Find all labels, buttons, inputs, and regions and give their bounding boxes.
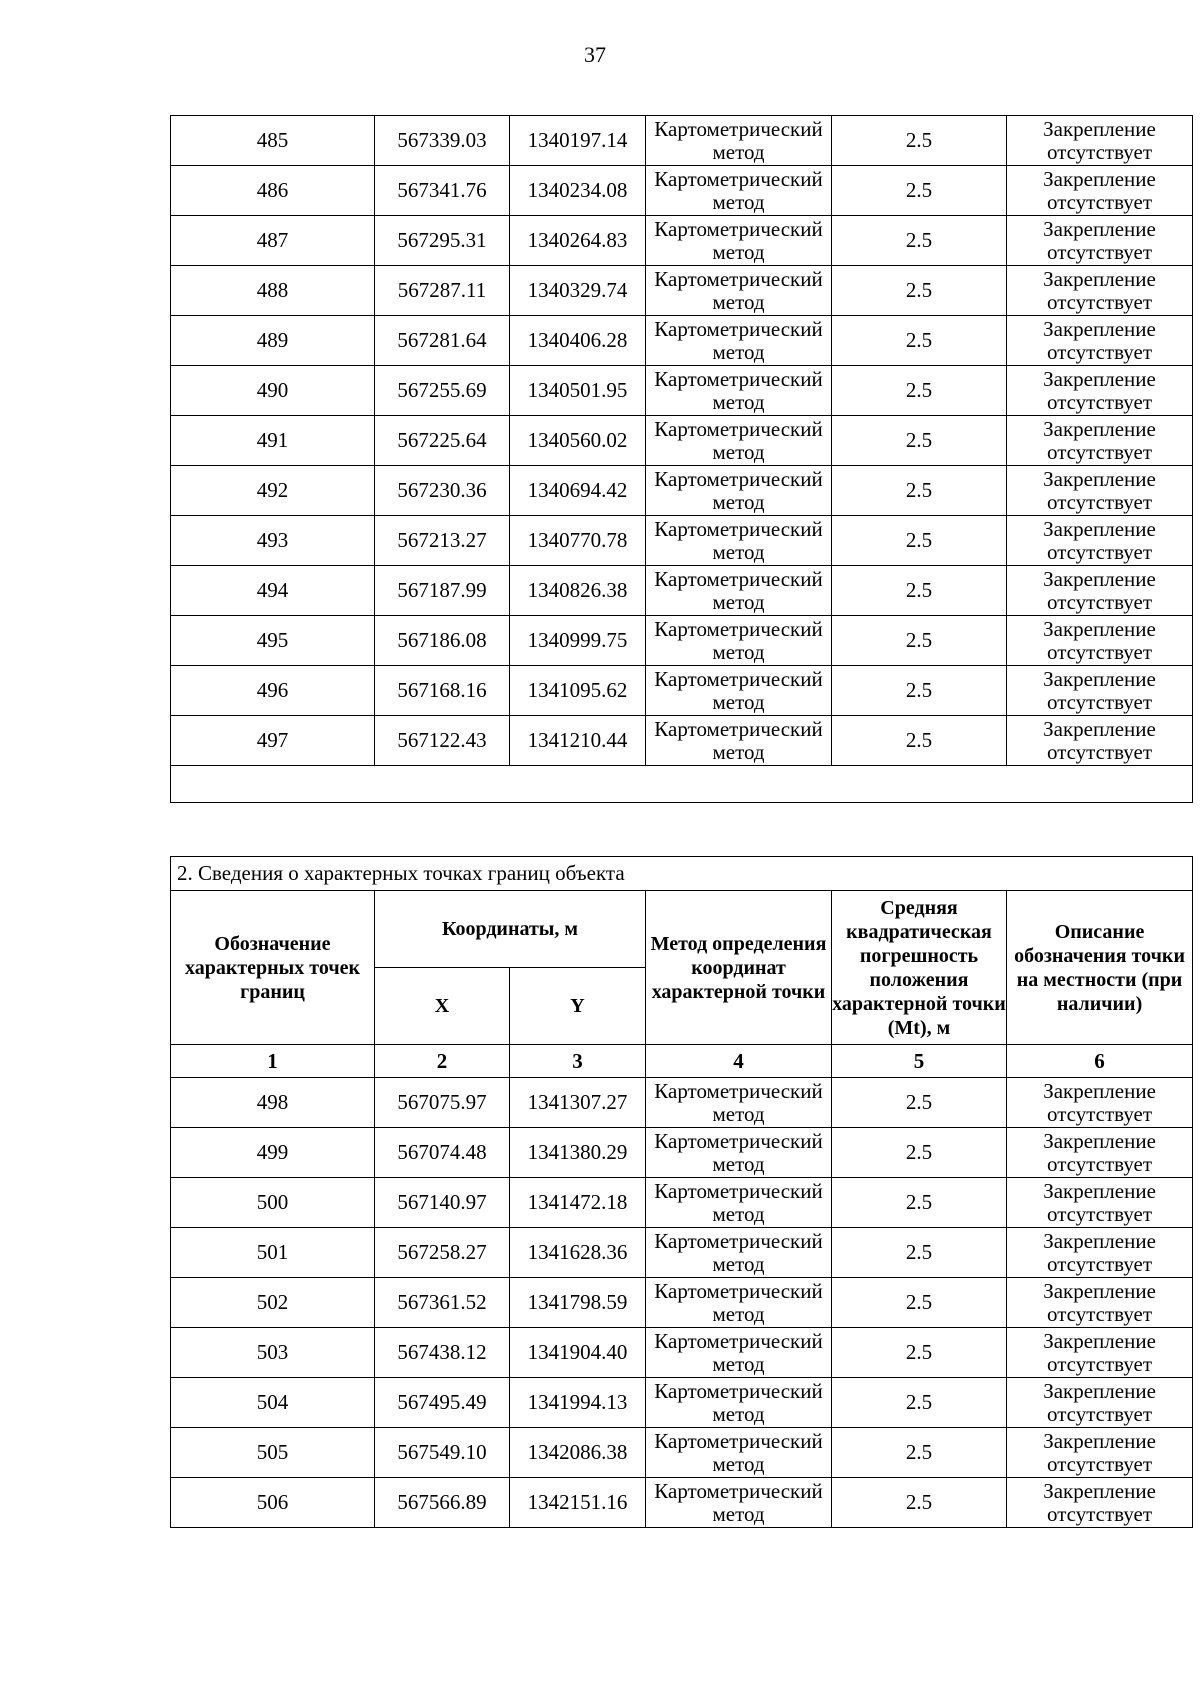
- x-cell: 567549.10: [375, 1428, 510, 1478]
- y-cell: 1341210.44: [510, 716, 646, 766]
- error-cell: 2.5: [832, 1478, 1007, 1528]
- y-cell: 1340197.14: [510, 116, 646, 166]
- method-cell: Картометрический метод: [646, 1328, 832, 1378]
- column-number: 4: [646, 1045, 832, 1078]
- point-cell: 489: [171, 316, 375, 366]
- description-cell: Закрепление отсутствует: [1007, 116, 1193, 166]
- y-cell: 1340234.08: [510, 166, 646, 216]
- table-row: [171, 116, 1193, 166]
- method-cell: Картометрический метод: [646, 1128, 832, 1178]
- method-cell: Картометрический метод: [646, 566, 832, 616]
- y-cell: 1341798.59: [510, 1278, 646, 1328]
- header-error: Средняя квадратическая погрешность положения характерной точки (Mt), м: [832, 891, 1007, 1045]
- description-cell: Закрепление отсутствует: [1007, 1078, 1193, 1128]
- point-cell: 493: [171, 516, 375, 566]
- page-number: 37: [584, 42, 606, 67]
- header-description: Описание обозначения точки на местности (при наличии): [1007, 891, 1193, 1045]
- description-cell: Закрепление отсутствует: [1007, 1128, 1193, 1178]
- y-cell: 1341994.13: [510, 1378, 646, 1428]
- point-cell: 492: [171, 466, 375, 516]
- table-row: [171, 316, 1193, 366]
- x-cell: 567225.64: [375, 416, 510, 466]
- y-cell: 1341472.18: [510, 1178, 646, 1228]
- x-cell: 567075.97: [375, 1078, 510, 1128]
- table-row: [171, 1078, 1193, 1128]
- y-cell: 1340770.78: [510, 516, 646, 566]
- error-cell: 2.5: [832, 266, 1007, 316]
- table-row: [171, 666, 1193, 716]
- table-row: [171, 1228, 1193, 1278]
- y-cell: 1341628.36: [510, 1228, 646, 1278]
- column-number: 2: [375, 1045, 510, 1078]
- y-cell: 1341380.29: [510, 1128, 646, 1178]
- point-cell: 502: [171, 1278, 375, 1328]
- description-cell: Закрепление отсутствует: [1007, 516, 1193, 566]
- description-cell: Закрепление отсутствует: [1007, 616, 1193, 666]
- table-body: [171, 116, 1193, 766]
- x-cell: 567438.12: [375, 1328, 510, 1378]
- description-cell: Закрепление отсутствует: [1007, 1428, 1193, 1478]
- y-cell: 1340406.28: [510, 316, 646, 366]
- x-cell: 567168.16: [375, 666, 510, 716]
- error-cell: 2.5: [832, 216, 1007, 266]
- table-row: [171, 1478, 1193, 1528]
- y-cell: 1341307.27: [510, 1078, 646, 1128]
- point-cell: 485: [171, 116, 375, 166]
- y-cell: 1340999.75: [510, 616, 646, 666]
- y-cell: 1341095.62: [510, 666, 646, 716]
- y-cell: 1340694.42: [510, 466, 646, 516]
- x-cell: 567495.49: [375, 1378, 510, 1428]
- empty-row: [171, 766, 1193, 803]
- y-cell: 1340501.95: [510, 366, 646, 416]
- error-cell: 2.5: [832, 116, 1007, 166]
- error-cell: 2.5: [832, 366, 1007, 416]
- error-cell: 2.5: [832, 1228, 1007, 1278]
- point-cell: 500: [171, 1178, 375, 1228]
- x-cell: 567122.43: [375, 716, 510, 766]
- boundary-points-table: [170, 856, 1193, 1528]
- point-cell: 498: [171, 1078, 375, 1128]
- error-cell: 2.5: [832, 666, 1007, 716]
- column-number: 3: [510, 1045, 646, 1078]
- point-cell: 491: [171, 416, 375, 466]
- description-cell: Закрепление отсутствует: [1007, 266, 1193, 316]
- point-cell: 505: [171, 1428, 375, 1478]
- point-cell: 499: [171, 1128, 375, 1178]
- table-row: [171, 1178, 1193, 1228]
- x-cell: 567255.69: [375, 366, 510, 416]
- description-cell: Закрепление отсутствует: [1007, 666, 1193, 716]
- error-cell: 2.5: [832, 616, 1007, 666]
- method-cell: Картометрический метод: [646, 116, 832, 166]
- table-row: [171, 566, 1193, 616]
- table-row: [171, 1378, 1193, 1428]
- x-cell: 567341.76: [375, 166, 510, 216]
- method-cell: Картометрический метод: [646, 716, 832, 766]
- header-coordinates: Координаты, м: [375, 891, 646, 968]
- point-cell: 497: [171, 716, 375, 766]
- point-cell: 504: [171, 1378, 375, 1428]
- error-cell: 2.5: [832, 1328, 1007, 1378]
- x-cell: 567230.36: [375, 466, 510, 516]
- header-point: Обозначение характерных точек границ: [171, 891, 375, 1045]
- description-cell: Закрепление отсутствует: [1007, 316, 1193, 366]
- x-cell: 567074.48: [375, 1128, 510, 1178]
- y-cell: 1340264.83: [510, 216, 646, 266]
- error-cell: 2.5: [832, 1428, 1007, 1478]
- table-row: [171, 1128, 1193, 1178]
- header-x: X: [375, 968, 510, 1045]
- coordinates-table-continued: [170, 115, 1193, 803]
- table-row: [171, 616, 1193, 666]
- column-number: 6: [1007, 1045, 1193, 1078]
- method-cell: Картометрический метод: [646, 1478, 832, 1528]
- point-cell: 501: [171, 1228, 375, 1278]
- point-cell: 487: [171, 216, 375, 266]
- table-row: [171, 466, 1193, 516]
- description-cell: Закрепление отсутствует: [1007, 716, 1193, 766]
- error-cell: 2.5: [832, 416, 1007, 466]
- table-row: [171, 366, 1193, 416]
- error-cell: 2.5: [832, 1078, 1007, 1128]
- error-cell: 2.5: [832, 516, 1007, 566]
- description-cell: Закрепление отсутствует: [1007, 366, 1193, 416]
- point-cell: 486: [171, 166, 375, 216]
- x-cell: 567361.52: [375, 1278, 510, 1328]
- description-cell: Закрепление отсутствует: [1007, 1228, 1193, 1278]
- error-cell: 2.5: [832, 1378, 1007, 1428]
- error-cell: 2.5: [832, 1128, 1007, 1178]
- y-cell: 1341904.40: [510, 1328, 646, 1378]
- description-cell: Закрепление отсутствует: [1007, 216, 1193, 266]
- x-cell: 567339.03: [375, 116, 510, 166]
- point-cell: 490: [171, 366, 375, 416]
- point-cell: 488: [171, 266, 375, 316]
- table-row: [171, 166, 1193, 216]
- header-y: Y: [510, 968, 646, 1045]
- description-cell: Закрепление отсутствует: [1007, 1478, 1193, 1528]
- table-row: [171, 266, 1193, 316]
- y-cell: 1340826.38: [510, 566, 646, 616]
- y-cell: 1342086.38: [510, 1428, 646, 1478]
- point-cell: 494: [171, 566, 375, 616]
- x-cell: 567566.89: [375, 1478, 510, 1528]
- y-cell: 1340560.02: [510, 416, 646, 466]
- description-cell: Закрепление отсутствует: [1007, 466, 1193, 516]
- x-cell: 567258.27: [375, 1228, 510, 1278]
- y-cell: 1342151.16: [510, 1478, 646, 1528]
- description-cell: Закрепление отсутствует: [1007, 1278, 1193, 1328]
- x-cell: 567140.97: [375, 1178, 510, 1228]
- description-cell: Закрепление отсутствует: [1007, 1178, 1193, 1228]
- column-number: 5: [832, 1045, 1007, 1078]
- error-cell: 2.5: [832, 716, 1007, 766]
- method-cell: Картометрический метод: [646, 416, 832, 466]
- point-cell: 506: [171, 1478, 375, 1528]
- method-cell: Картометрический метод: [646, 1428, 832, 1478]
- x-cell: 567287.11: [375, 266, 510, 316]
- x-cell: 567281.64: [375, 316, 510, 366]
- empty-cell: [171, 766, 1193, 803]
- error-cell: 2.5: [832, 466, 1007, 516]
- table-row: [171, 416, 1193, 466]
- method-cell: Картометрический метод: [646, 366, 832, 416]
- point-cell: 496: [171, 666, 375, 716]
- column-numbers-row: [171, 1045, 1193, 1078]
- description-cell: Закрепление отсутствует: [1007, 1378, 1193, 1428]
- method-cell: Картометрический метод: [646, 316, 832, 366]
- description-cell: Закрепление отсутствует: [1007, 1328, 1193, 1378]
- method-cell: Картометрический метод: [646, 216, 832, 266]
- x-cell: 567295.31: [375, 216, 510, 266]
- method-cell: Картометрический метод: [646, 266, 832, 316]
- x-cell: 567187.99: [375, 566, 510, 616]
- table-row: [171, 516, 1193, 566]
- section-title: 2. Сведения о характерных точках границ объекта: [171, 857, 1193, 891]
- y-cell: 1340329.74: [510, 266, 646, 316]
- x-cell: 567186.08: [375, 616, 510, 666]
- error-cell: 2.5: [832, 566, 1007, 616]
- column-number: 1: [171, 1045, 375, 1078]
- error-cell: 2.5: [832, 1278, 1007, 1328]
- description-cell: Закрепление отсутствует: [1007, 416, 1193, 466]
- header-method: Метод определения координат характерной точки: [646, 891, 832, 1045]
- point-cell: 503: [171, 1328, 375, 1378]
- method-cell: Картометрический метод: [646, 1078, 832, 1128]
- table-row: [171, 1278, 1193, 1328]
- error-cell: 2.5: [832, 1178, 1007, 1228]
- table-row: [171, 1428, 1193, 1478]
- method-cell: Картометрический метод: [646, 166, 832, 216]
- method-cell: Картометрический метод: [646, 516, 832, 566]
- method-cell: Картометрический метод: [646, 666, 832, 716]
- error-cell: 2.5: [832, 316, 1007, 366]
- error-cell: 2.5: [832, 166, 1007, 216]
- method-cell: Картометрический метод: [646, 1178, 832, 1228]
- x-cell: 567213.27: [375, 516, 510, 566]
- method-cell: Картометрический метод: [646, 1378, 832, 1428]
- method-cell: Картометрический метод: [646, 1228, 832, 1278]
- table-body: [171, 1078, 1193, 1528]
- method-cell: Картометрический метод: [646, 616, 832, 666]
- table-row: [171, 716, 1193, 766]
- table-row: [171, 216, 1193, 266]
- description-cell: Закрепление отсутствует: [1007, 566, 1193, 616]
- method-cell: Картометрический метод: [646, 466, 832, 516]
- point-cell: 495: [171, 616, 375, 666]
- table-row: [171, 1328, 1193, 1378]
- description-cell: Закрепление отсутствует: [1007, 166, 1193, 216]
- method-cell: Картометрический метод: [646, 1278, 832, 1328]
